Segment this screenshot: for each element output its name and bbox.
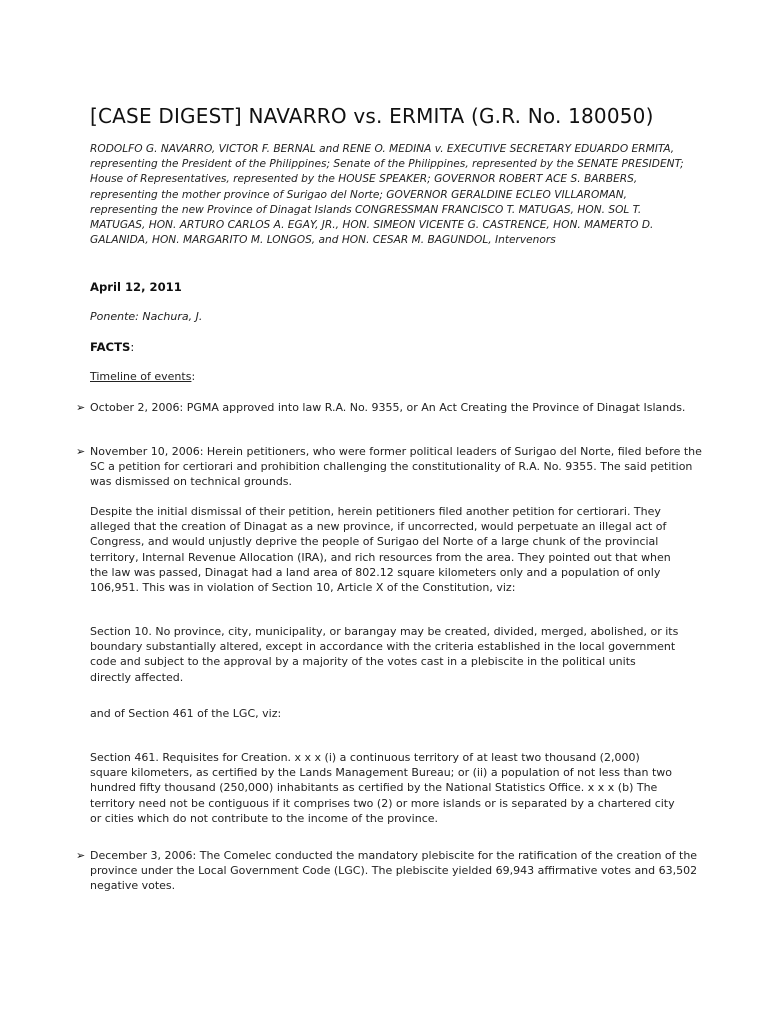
timeline-heading (90, 370, 195, 383)
quoted-section-461: Section 461. Requisites for Creation. x x x (i) a continuous territory of at least two thousand (2,000) square kilometers, as certified by the Lands Management Bureau; or (ii) a population of not less than two hundred fifty thousand (250,000) inhabitants as certified by the National Statistics Office. x x x (b) The territory need not be contiguous if it comprises two (2) or more islands or is separated by a chartered city or cities which do not contribute to the income of the province. (90, 751, 675, 825)
timeline-item-dec-2006 (68, 848, 702, 894)
body-paragraph-lgc: and of Section 461 of the LGC, viz: (90, 707, 282, 720)
decision-date: April 12, 2011 (90, 280, 182, 294)
document-title: [CASE DIGEST] NAVARRO vs. ERMITA (G.R. No. 180050) (90, 104, 654, 128)
case-parties: RODOLFO G. NAVARRO, VICTOR F. BERNAL and RENE O. MEDINA v. EXECUTIVE SECRETARY EDUARDO ERMITA, representing the President of the Philippines; Senate of the Philippines, represented by the SENATE PRESIDENT; House of Representatives, represented by the HOUSE SPEAKER; GOVERNOR ROBERT ACE S. BARBERS, representing the mother province of Surigao del Norte; GOVERNOR GERALDINE ECLEO VILLAROMAN, representing the new Province of Dinagat Islands CONGRESSMAN FRANCISCO T. MATUGAS, HON. SOL T. MATUGAS, HON. ARTURO CARLOS A. EGAY, JR., HON. SIMEON VICENTE G. CASTRENCE, HON. MAMERTO D. GALANIDA, HON. MARGARITO M. LONGOS, and HON. CESAR M. BAGUNDOL, Intervenors (90, 143, 684, 247)
arrow-bullet-icon: ➢ (76, 401, 86, 414)
body-paragraph-petition: Despite the initial dismissal of their petition, herein petitioners filed another petition for certiorari. They alleged that the creation of Dinagat as a new province, if uncorrected, would perpetuate an illegal act of Congress, and would unjustly deprive the people of Surigao del Norte of a large chunk of the provincial territory, Internal Revenue Allocation (IRA), and rich resources from the area. They pointed out that when the law was passed, Dinagat had a land area of 802.12 square kilometers only and a population of only 106,951. This was in violation of Section 10, Article X of the Constitution, viz: (90, 505, 671, 595)
timeline-item-nov-2006 (68, 444, 702, 490)
quoted-section-10: Section 10. No province, city, municipality, or barangay may be created, divided, merged, abolished, or its boundary substantially altered, except in accordance with the criteria established in the local government code and subject to the approval by a majority of the votes cast in a plebiscite in the political units directly affected. (90, 625, 679, 684)
arrow-bullet-icon: ➢ (76, 445, 86, 458)
timeline-item-text: October 2, 2006: PGMA approved into law R.A. No. 9355, or An Act Creating the Province of Dinagat Islands. (90, 401, 686, 414)
arrow-bullet-icon: ➢ (76, 849, 86, 862)
ponente-line: Ponente: Nachura, J. (90, 310, 203, 323)
facts-label: FACTS (90, 340, 131, 354)
timeline-item-text: November 10, 2006: Herein petitioners, who were former political leaders of Surigao del Norte, filed before the SC a petition for certiorari and prohibition challenging the constitutionality of R.A. No. 9355. The said petition was dismissed on technical grounds. (90, 445, 702, 489)
timeline-item-oct-2006 (68, 400, 702, 415)
timeline-colon: : (191, 370, 196, 383)
timeline-label: Timeline of events (90, 370, 192, 383)
facts-heading (90, 340, 134, 354)
timeline-item-text: December 3, 2006: The Comelec conducted the mandatory plebiscite for the ratification of the creation of the province under the Local Government Code (LGC). The plebiscite yielded 69,943 affirmative votes and 63,502 negative votes. (90, 849, 698, 893)
facts-colon: : (130, 340, 135, 354)
